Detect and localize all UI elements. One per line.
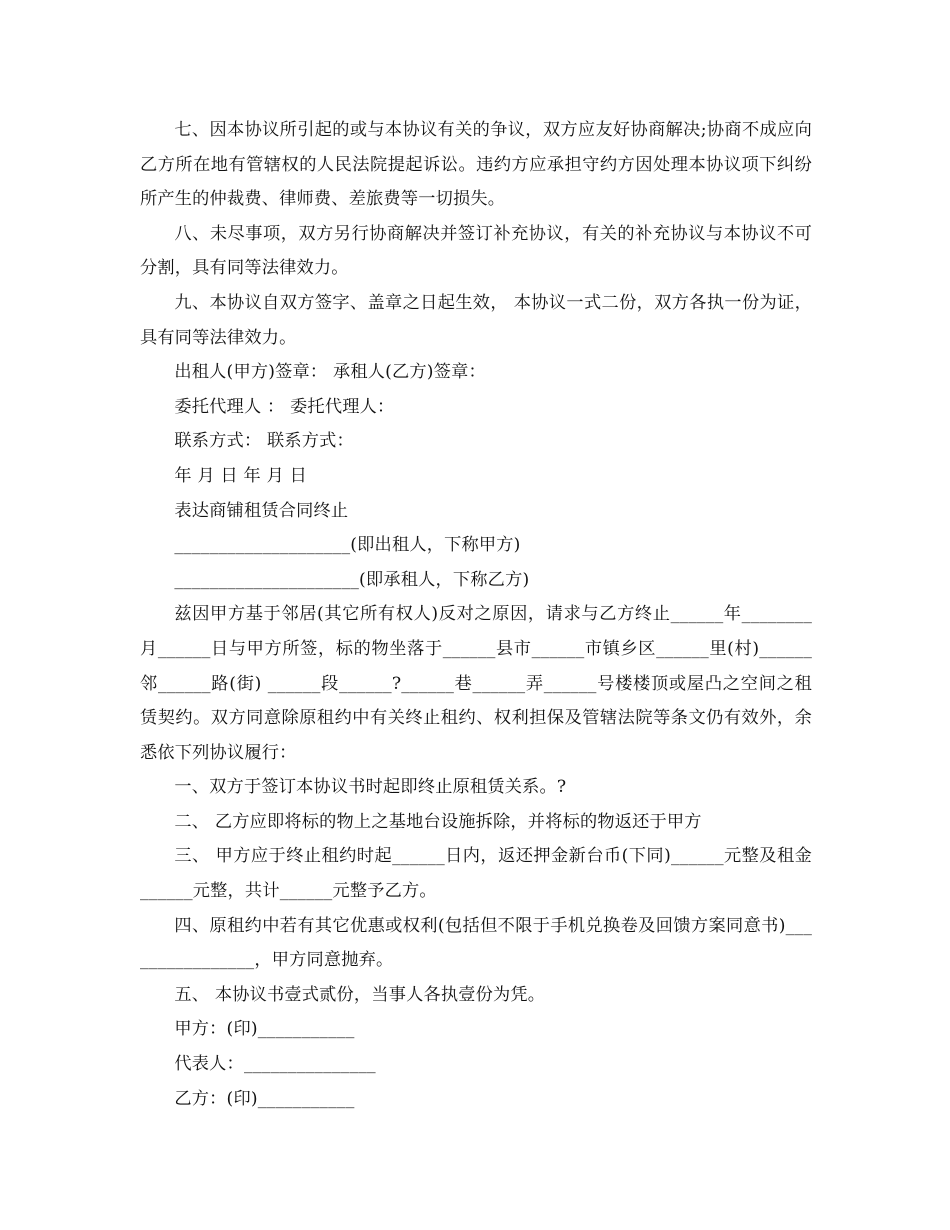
term-clause-1: 一、双方于签订本协议书时起即终止原租赁关系。? [174, 777, 567, 798]
party-b-seal-line: 乙方：(印)___________ [174, 1088, 355, 1109]
term-clause-2: 二、 乙方应即将标的物上之基地台设施拆除，并将标的物返还于甲方 [174, 811, 702, 832]
section-title: 表达商铺租赁合同终止 [174, 500, 349, 521]
signature-line-lessor-lessee: 出租人(甲方)签章： 承租人(乙方)签章： [174, 362, 486, 383]
term-clause-4: 四、原租约中若有其它优惠或权利(包括但不限于手机兑换卷及回馈方案同意书)________________，甲方同意抛弃。 [140, 915, 812, 971]
termination-preamble: 兹因甲方基于邻居(其它所有权人)反对之原因，请求与乙方终止______年________月______日与甲方所签，标的物坐落于______县市______市镇乡区______里(村)______邻______路(街) ______段______?______巷______弄______号楼楼顶或屋凸之空间之租赁契约。双方同意除原租约中有关终止租约、权利担保及管辖法院等条文仍有效外，余悉依下列协议履行： [140, 604, 812, 763]
clause-9: 九、本协议自双方签字、盖章之日起生效， 本协议一式二份，双方各执一份为证，具有同等法律效力。 [140, 292, 812, 348]
document-body [140, 113, 812, 1116]
signature-line-dates: 年 月 日 年 月 日 [174, 465, 308, 486]
party-b-line: _____________________(即承租人，下称乙方) [174, 569, 530, 590]
clause-8: 八、未尽事项，双方另行协商解决并签订补充协议，有关的补充协议与本协议不可分割，具有同等法律效力。 [140, 223, 812, 279]
term-clause-3: 三、 甲方应于终止租约时起______日内，返还押金新台币(下同)______元整及租金______元整，共计______元整予乙方。 [140, 846, 812, 902]
party-a-line: ____________________(即出租人，下称甲方) [174, 535, 521, 556]
clause-7: 七、因本协议所引起的或与本协议有关的争议，双方应友好协商解决;协商不成应向乙方所在地有管辖权的人民法院提起诉讼。违约方应承担守约方因处理本协议项下纠纷所产生的仲裁费、律师费、差旅费等一切损失。 [140, 120, 812, 210]
signature-line-agents: 委托代理人 ： 委托代理人： [174, 396, 395, 417]
signature-line-contacts: 联系方式： 联系方式： [174, 431, 354, 452]
representative-line: 代表人：_______________ [174, 1054, 376, 1075]
term-clause-5: 五、 本协议书壹式贰份，当事人各执壹份为凭。 [174, 984, 546, 1005]
party-a-seal-line: 甲方：(印)___________ [174, 1019, 355, 1040]
